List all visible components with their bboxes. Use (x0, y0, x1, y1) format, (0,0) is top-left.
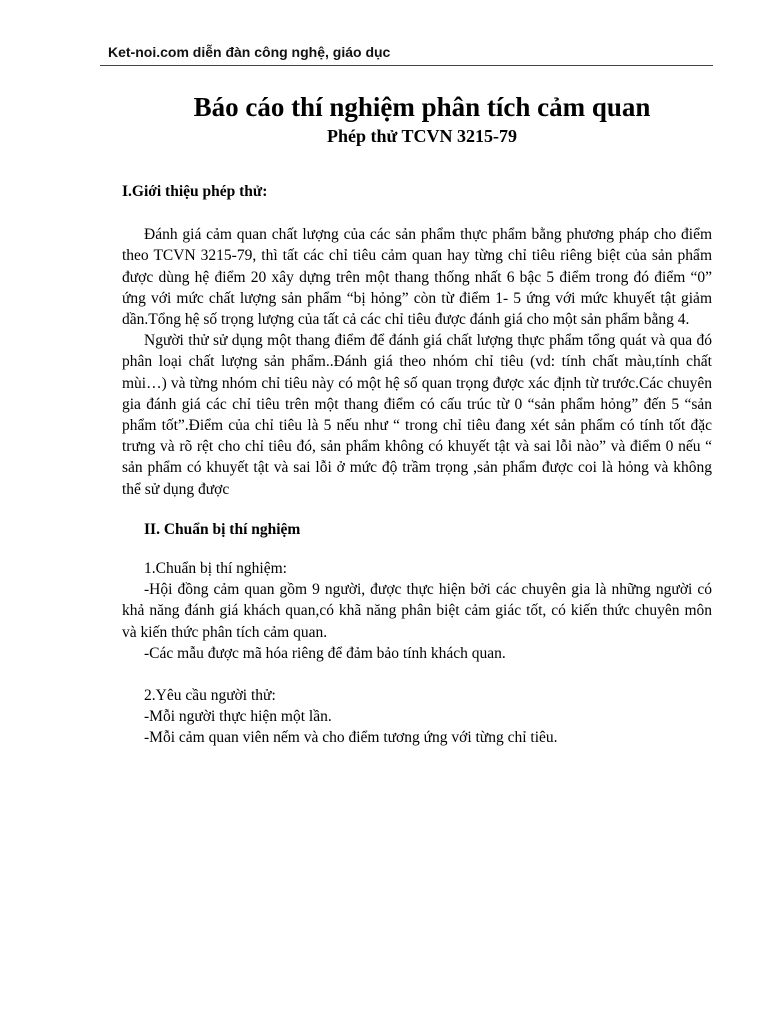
subsection-2-item: -Mỗi người thực hiện một lần. (144, 708, 332, 726)
subsection-1-item: -Hội đồng cảm quan gồm 9 người, được thực hiện bởi các chuyên gia là những người có khả năng đánh giá khách quan,có khã năng phân biệt cảm giác tốt, có kiến thức chuyên môn và kiến thức phân tích cảm quan. (122, 581, 712, 641)
section-2-heading: II. Chuẩn bị thí nghiệm (144, 520, 301, 538)
subsection-2-item: -Mỗi cảm quan viên nếm và cho điểm tương ứng với từng chỉ tiêu. (144, 729, 558, 747)
subsection-1-item: -Các mẫu được mã hóa riêng để đảm bảo tính khách quan. (144, 644, 506, 662)
section-1-paragraph: Đánh giá cảm quan chất lượng của các sản phẩm thực phẩm bằng phương pháp cho điểm theo TCVN 3215-79, thì tất các chỉ tiêu cảm quan hay từng chỉ tiêu riêng biệt của sản phẩm được dùng hệ điểm 20 xây dựng trên một thang thống nhất 6 bậc 5 điểm trong đó điểm “0” ứng với mức chất lượng sản phẩm “bị hỏng” còn từ điểm 1- 5 ứng với mức khuyết tật giảm dần.Tổng hệ số trọng lượng của tất cả các chỉ tiêu được đánh giá cho một sản phẩm bằng 4. (122, 226, 712, 329)
document-body (122, 90, 712, 749)
subsection-2-heading: 2.Yêu cầu người thử: (144, 687, 276, 705)
section-1-heading: I.Giới thiệu phép thử: (122, 183, 268, 200)
subsection-1-heading: 1.Chuẩn bị thí nghiệm: (144, 560, 287, 578)
document-subtitle: Phép thử TCVN 3215-79 (327, 126, 517, 146)
header-divider (100, 65, 713, 66)
document-title: Báo cáo thí nghiệm phân tích cảm quan (193, 92, 651, 122)
site-header: Ket-noi.com diễn đàn công nghệ, giáo dục (108, 44, 391, 60)
section-1-paragraph: Người thử sử dụng một thang điểm để đánh giá chất lượng thực phẩm tổng quát và qua đó phân loại chất lượng sản phẩm..Đánh giá theo nhóm chỉ tiêu (vd: tính chất màu,tính chất mùi…) và từng nhóm chỉ tiêu này có một hệ số quan trọng được xác định từ trước.Các chuyên gia đánh giá các chỉ tiêu trên một thang điểm có cấu trúc từ 0 “sản phẩm hỏng” đến 5 “sản phẩm tốt”.Điểm của chỉ tiêu là 5 nếu như “ trong chỉ tiêu đang xét sản phẩm có tính tốt đặc trưng và rõ rệt cho chỉ tiêu đó, sản phẩm không có khuyết tật và sai lỗi nào” và điểm 0 nếu “ sản phẩm có khuyết tật và sai lỗi ở mức độ trầm trọng ,sản phẩm được coi là hỏng và không thể sử dụng được (122, 332, 712, 498)
